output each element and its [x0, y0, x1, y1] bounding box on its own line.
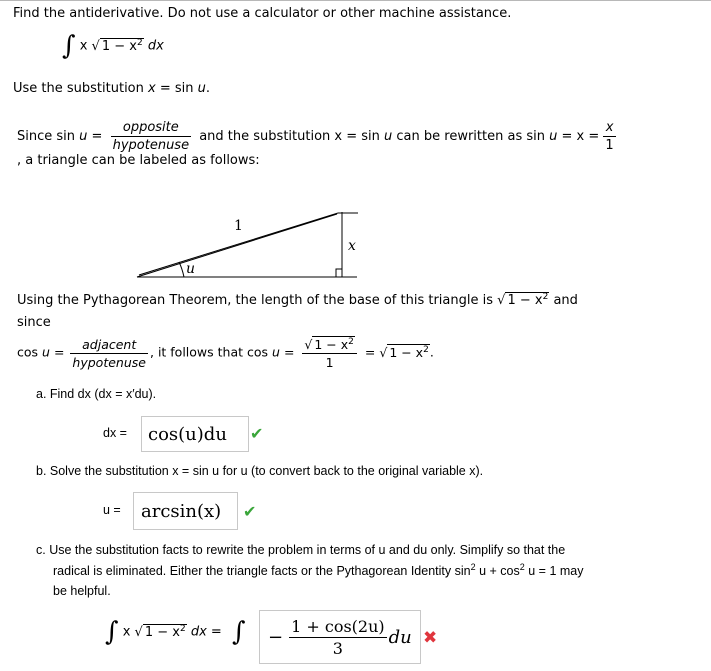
check-icon: ✔ — [243, 502, 257, 521]
part-a-label: dx = — [103, 426, 127, 440]
cross-icon: ✖ — [423, 628, 438, 648]
pythagorean-line: Using the Pythagorean Theorem, the length of the base of this triangle is √ $1 - x^2$ and — [17, 292, 578, 308]
triangle-caption: , a triangle can be labeled as follows: — [17, 153, 260, 168]
part-c-answer-input[interactable]: − $\frac{1 + \cos(2u)}{3}$ du — [259, 610, 421, 664]
integral-sign: ∫ — [62, 31, 76, 61]
right-angle-marker — [336, 269, 342, 277]
since-line: Since sin u = $\frac{\text{opposite}}{\text{hypotenuse}}$ and the substitution x = sin u can be rewritten as sin u = x = $\frac{x}{1}$ — [17, 120, 614, 153]
since-word: since — [17, 315, 51, 330]
part-c-prompt-line1: c. Use the substitution facts to rewrite the problem in terms of u and du only. Simplify so that the — [36, 543, 566, 557]
part-b-answer-input[interactable]: arcsin(x) — [133, 492, 238, 530]
triangle-diagram — [130, 200, 370, 285]
top-divider — [0, 0, 711, 1]
angle-label: u — [186, 261, 196, 277]
part-b-prompt: b. Solve the substitution x = sin u for u (to convert back to the original variable x). — [36, 464, 484, 478]
part-b-label: u = — [103, 503, 121, 517]
hyp-label: 1 — [234, 218, 243, 234]
integrand-dx: dx — [147, 38, 164, 54]
part-a-answer-input[interactable]: cos(u)du — [141, 416, 249, 452]
part-c-prompt-line3: be helpful. — [53, 584, 111, 598]
instructions: Find the antiderivative. Do not use a calculator or other machine assistance. — [13, 6, 512, 21]
check-icon: ✔ — [250, 424, 264, 443]
opp-label: x — [348, 238, 356, 254]
problem-integral — [62, 31, 164, 61]
cos-line: cos u = $\frac{\text{adjacent}}{\text{hypotenuse}}$ , it follows that cos u = $\frac{√ 1 - x^2}{1}$ = √ $1 - x^2$. — [17, 336, 434, 370]
sqrt-expression: √ $1 - x^2$ — [91, 37, 143, 54]
part-a-prompt: a. Find dx (dx = x′du). — [36, 387, 157, 401]
part-c-prompt-line2: radical is eliminated. Either the triangle facts or the Pythagorean Identity $\sin^2 u + \cos^2 u = 1$ may — [53, 562, 584, 578]
part-c-integral: ∫ x √ $1 - x^2$ dx = ∫ — [105, 617, 246, 647]
angle-arc — [179, 262, 184, 277]
substitution-line: Use the substitution x = sin u. — [13, 81, 211, 96]
integrand-x: x — [79, 38, 88, 54]
